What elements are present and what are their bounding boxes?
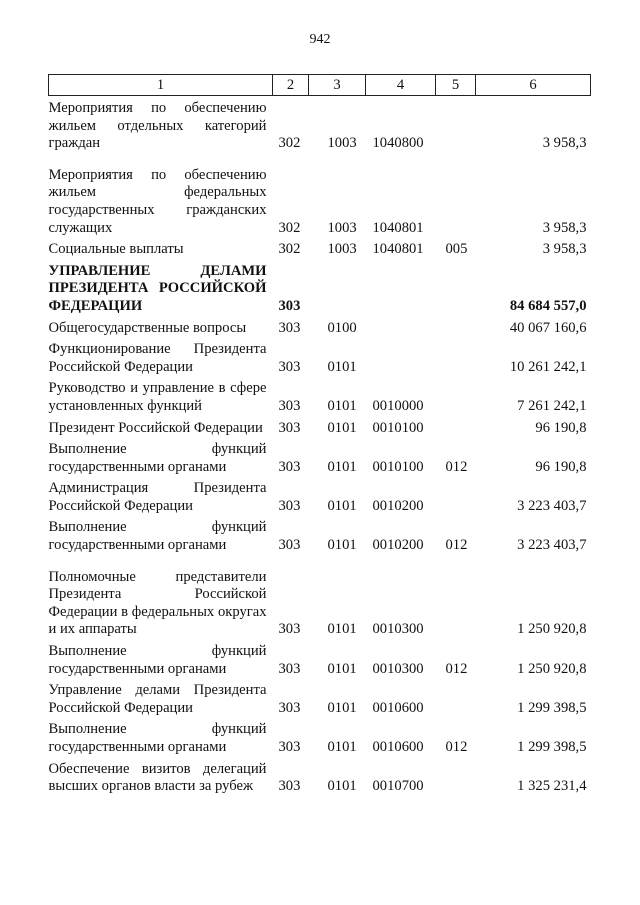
table-row (49, 416, 591, 438)
row-article-code: 0010300 (372, 660, 424, 677)
row-expense-type: 012 (445, 537, 468, 554)
table-row (49, 678, 591, 717)
row-article-code: 0010300 (372, 621, 424, 638)
row-ministry-code: 303 (278, 358, 301, 375)
row-expense-type (436, 678, 476, 717)
row-article-code: 0010700 (372, 778, 424, 795)
row-ministry-code: 303 (278, 660, 301, 677)
row-section-code: 0101 (327, 358, 357, 375)
row-section-code: 0100 (327, 319, 357, 336)
row-expense-type: 012 (445, 739, 468, 755)
row-amount: 96 190,8 (535, 458, 587, 475)
row-ministry-code: 303 (278, 699, 301, 716)
row-expense-type (436, 96, 476, 153)
row-ministry-code: 303 (278, 297, 301, 314)
row-ministry-code: 303 (278, 397, 301, 414)
row-amount: 1 299 398,5 (517, 739, 587, 755)
row-amount: 1 299 398,5 (517, 699, 587, 716)
row-ministry-code: 303 (278, 319, 301, 336)
row-expense-type: 005 (445, 241, 468, 258)
row-expense-type (436, 555, 476, 639)
row-section-code: 0101 (327, 537, 357, 554)
row-article-code: 0010000 (372, 397, 424, 414)
row-ministry-code: 303 (278, 778, 301, 795)
row-article-code: 0010100 (372, 419, 424, 436)
row-section-code: 0101 (327, 699, 357, 716)
budget-table (48, 74, 591, 796)
row-amount: 1 325 231,4 (517, 778, 587, 795)
row-ministry-code: 303 (278, 537, 301, 554)
row-ministry-code: 303 (278, 621, 301, 638)
row-expense-type (436, 757, 476, 796)
table-row (49, 515, 591, 554)
header-col-5: 5 (436, 75, 476, 96)
row-section-code: 0101 (327, 660, 357, 677)
row-name: Управление делами Президента Российской Федерации (48, 682, 267, 716)
row-name: Руководство и управление в сфере установленных функций (48, 380, 267, 414)
table-row (49, 717, 591, 756)
row-expense-type (436, 416, 476, 438)
row-section-code: 0101 (327, 497, 357, 514)
row-amount: 40 067 160,6 (509, 319, 587, 336)
row-ministry-code: 302 (278, 219, 301, 236)
row-expense-type (436, 316, 476, 338)
row-ministry-code: 303 (278, 419, 301, 436)
row-expense-type (436, 376, 476, 415)
table-row (49, 96, 591, 153)
header-col-6: 6 (476, 75, 591, 96)
table-row (49, 376, 591, 415)
row-amount: 3 223 403,7 (517, 497, 587, 514)
row-expense-type: 012 (445, 458, 468, 475)
page-number: 942 (309, 32, 331, 47)
table-row (49, 437, 591, 476)
row-name: Президент Российской Федерации (48, 419, 263, 436)
row-amount: 1 250 920,8 (517, 660, 587, 677)
table-row (49, 237, 591, 259)
row-expense-type (436, 476, 476, 515)
row-amount: 3 223 403,7 (517, 537, 587, 554)
row-name: Мероприятия по обеспечению жильем отдельных категорий граждан (48, 100, 267, 152)
row-amount: 3 958,3 (542, 135, 587, 152)
row-name: Выполнение функций государственными органами (48, 519, 267, 554)
row-expense-type (436, 153, 476, 237)
row-amount: 96 190,8 (535, 419, 587, 436)
row-article-code (366, 259, 436, 316)
row-name: Выполнение функций государственными органами (48, 441, 267, 475)
row-article-code (366, 316, 436, 338)
table-row (49, 337, 591, 376)
row-expense-type (436, 259, 476, 316)
row-article-code: 0010200 (372, 497, 424, 514)
header-col-3: 3 (309, 75, 366, 96)
row-section-code: 0101 (327, 739, 357, 755)
row-section-code: 0101 (327, 397, 357, 414)
table-row (49, 639, 591, 678)
row-name: Мероприятия по обеспечению жильем федеральных государственных гражданских служащих (48, 166, 267, 236)
table-row (49, 259, 591, 316)
row-expense-type: 012 (445, 660, 468, 677)
row-article-code: 1040801 (372, 241, 424, 258)
table-row (49, 757, 591, 796)
row-ministry-code: 302 (278, 135, 301, 152)
table-header (49, 75, 591, 96)
table-row (49, 316, 591, 338)
row-name: Социальные выплаты (48, 241, 184, 258)
row-section-code: 1003 (327, 219, 357, 236)
row-article-code: 0010100 (372, 458, 424, 475)
row-article-code: 1040800 (372, 135, 424, 152)
row-section-code: 0101 (327, 419, 357, 436)
row-amount: 3 958,3 (542, 219, 587, 236)
row-ministry-code: 303 (278, 458, 301, 475)
row-ministry-code: 302 (278, 241, 301, 258)
row-name: Общегосударственные вопросы (48, 319, 247, 336)
row-expense-type (436, 337, 476, 376)
row-ministry-code: 303 (278, 739, 301, 755)
row-article-code (366, 337, 436, 376)
row-section-code: 0101 (327, 778, 357, 795)
table-row (49, 153, 591, 237)
row-ministry-code: 303 (278, 497, 301, 514)
row-name: Обеспечение визитов делегаций высших органов власти за рубеж (48, 760, 267, 795)
row-amount: 3 958,3 (542, 241, 587, 258)
row-amount: 7 261 242,1 (517, 397, 587, 414)
table-row (49, 555, 591, 639)
table-row (49, 476, 591, 515)
row-article-code: 0010600 (372, 739, 424, 755)
row-amount: 10 261 242,1 (509, 358, 587, 375)
row-section-code: 0101 (327, 458, 357, 475)
row-name: Администрация Президента Российской Федерации (48, 480, 267, 514)
row-name: УПРАВЛЕНИЕ ДЕЛАМИ ПРЕЗИДЕНТА РОССИЙСКОЙ ФЕДЕРАЦИИ (48, 262, 267, 314)
row-name: Функционирование Президента Российской Федерации (48, 341, 267, 375)
row-name: Полномочные представители Президента Российской Федерации в федеральных округах и их аппараты (48, 568, 267, 638)
row-name: Выполнение функций государственными органами (48, 643, 267, 677)
row-amount: 84 684 557,0 (509, 297, 587, 314)
row-amount: 1 250 920,8 (517, 621, 587, 638)
row-section-code (309, 259, 366, 316)
row-article-code: 1040801 (372, 219, 424, 236)
row-section-code: 1003 (327, 135, 357, 152)
row-article-code: 0010200 (372, 537, 424, 554)
header-col-4: 4 (366, 75, 436, 96)
header-col-1: 1 (49, 75, 273, 96)
row-section-code: 1003 (327, 241, 357, 258)
row-section-code: 0101 (327, 621, 357, 638)
row-article-code: 0010600 (372, 699, 424, 716)
header-col-2: 2 (273, 75, 309, 96)
row-name: Выполнение функций государственными органами (48, 721, 267, 755)
